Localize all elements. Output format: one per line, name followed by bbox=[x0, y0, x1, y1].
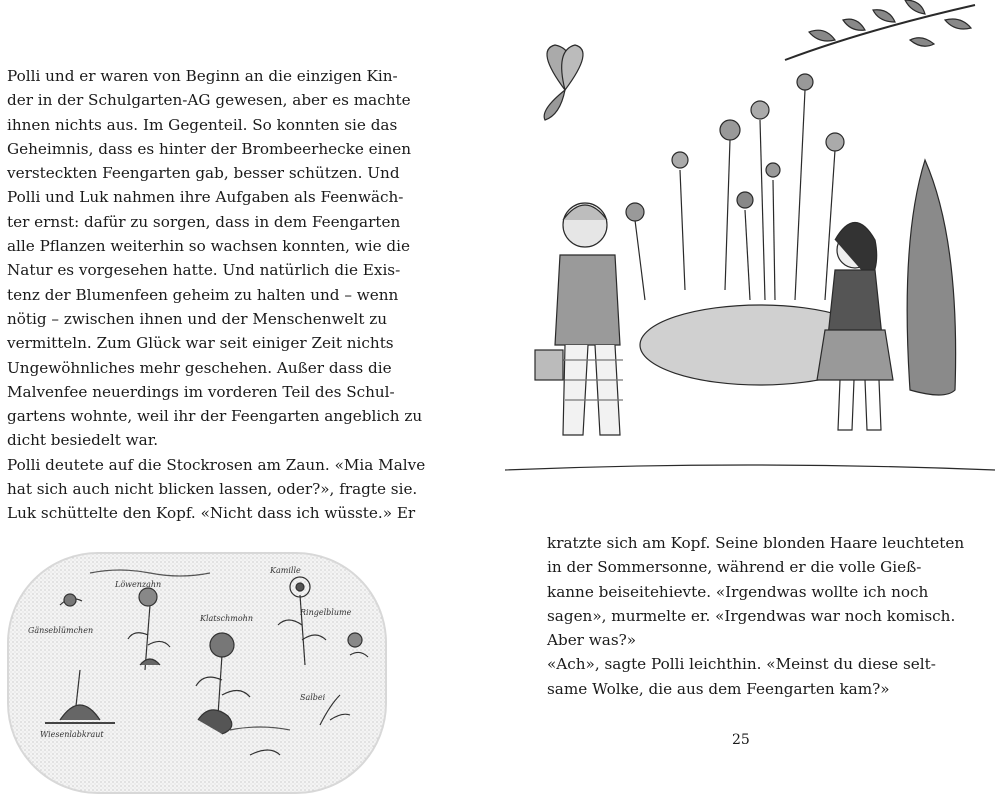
right-page-text bbox=[547, 531, 967, 701]
text-line: Polli deutete auf die Stockrosen am Zaun. «Mia Malve bbox=[7, 455, 426, 474]
text-line: sagen», murmelte er. «Irgendwas war noch komisch. bbox=[547, 606, 956, 625]
left-page-text bbox=[7, 64, 426, 526]
herb-label: Gänseblümchen bbox=[28, 626, 94, 635]
herb-label: Wiesenlabkraut bbox=[40, 730, 104, 739]
text-line: ihnen nichts aus. Im Gegenteil. So konnten sie das bbox=[7, 115, 398, 134]
text-line: Malvenfee neuerdings im vorderen Teil des Schul- bbox=[7, 382, 395, 401]
text-line: hat sich auch nicht blicken lassen, oder?», fragte sie. bbox=[7, 480, 418, 499]
text-line: «Ach», sagte Polli leichthin. «Meinst du diese selt- bbox=[547, 655, 936, 674]
right-page bbox=[500, 0, 1000, 800]
text-line: Polli und Luk nahmen ihre Aufgaben als Feenwäch- bbox=[7, 188, 404, 207]
text-line: dicht besiedelt war. bbox=[7, 431, 159, 450]
text-line: nötig – zwischen ihnen und der Menschenwelt zu bbox=[7, 309, 388, 328]
herb-label: Klatschmohn bbox=[200, 614, 253, 623]
herb-label: Löwenzahn bbox=[115, 580, 162, 589]
text-line: vermitteln. Zum Glück war seit einiger Zeit nichts bbox=[7, 334, 394, 353]
text-line: Ungewöhnliches mehr geschehen. Außer dass die bbox=[7, 358, 392, 377]
text-line: Geheimnis, dass es hinter der Brombeerhecke einen bbox=[7, 139, 412, 158]
text-line: kanne beiseitehievte. «Irgendwas wollte ich noch bbox=[547, 582, 929, 601]
text-line: tenz der Blumenfeen geheim zu halten und – wenn bbox=[7, 285, 399, 304]
text-line: der in der Schulgarten-AG gewesen, aber es machte bbox=[7, 91, 411, 110]
text-line: alle Pflanzen weiterhin so wachsen konnten, wie die bbox=[7, 237, 410, 256]
herb-label: Kamille bbox=[270, 566, 301, 575]
text-line: Luk schüttelte den Kopf. «Nicht dass ich wüsste.» Er bbox=[7, 504, 416, 523]
text-line: Natur es vorgesehen hatte. Und natürlich die Exis- bbox=[7, 261, 401, 280]
text-line: kratzte sich am Kopf. Seine blonden Haare leuchteten bbox=[547, 534, 965, 552]
text-line: gartens wohnte, weil ihr der Feengarten angeblich zu bbox=[7, 407, 423, 426]
text-line: versteckten Feengarten gab, besser schützen. Und bbox=[7, 164, 400, 183]
herb-label: Salbei bbox=[300, 693, 326, 702]
text-line: ter ernst: dafür zu sorgen, dass in dem Feengarten bbox=[7, 212, 401, 231]
text-line: same Wolke, die aus dem Feengarten kam?» bbox=[547, 679, 890, 698]
herb-sketch-illustration bbox=[0, 545, 400, 800]
text-line: Polli und er waren von Beginn an die einzigen Kin- bbox=[7, 67, 398, 85]
page-number: 25 bbox=[732, 732, 750, 748]
herb-label: Ringelblume bbox=[300, 608, 352, 617]
text-line: Aber was?» bbox=[547, 631, 637, 650]
text-line: in der Sommersonne, während er die volle Gieß- bbox=[547, 558, 922, 577]
garden-illustration bbox=[505, 0, 1000, 495]
